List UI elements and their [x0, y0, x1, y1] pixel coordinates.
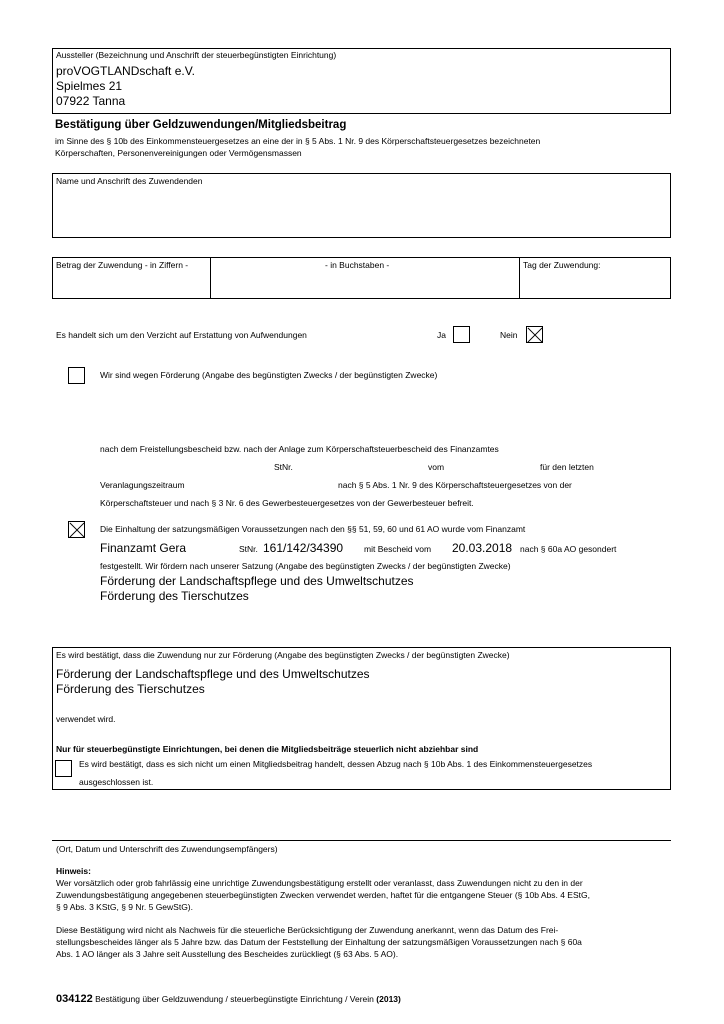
tax-office-name: Finanzamt Gera — [100, 541, 187, 555]
amount-digits-field[interactable] — [53, 272, 209, 298]
issuer-street: Spielmes 21 — [56, 79, 123, 93]
subtitle-line-1: im Sinne des § 10b des Einkommensteuergesetzes an eine der in § 5 Abs. 1 Nr. 9 des Körperschaftsteuergesetzes bezeichneten — [55, 136, 541, 146]
option1-line1: nach dem Freistellungsbescheid bzw. nach der Anlage zum Körperschaftsteuerbescheid des Finanzamtes — [100, 444, 499, 454]
option1-veranlagung-label: Veranlagungszeitraum — [100, 480, 185, 490]
amount-words-label: - in Buchstaben - — [325, 260, 390, 270]
note-p2-line-3: Abs. 1 AO länger als 3 Jahre seit Ausstellung des Bescheides zurückliegt (§ 63 Abs. 5 AO). — [56, 949, 399, 959]
amount-digits-label: Betrag der Zuwendung - in Ziffern - — [56, 260, 189, 270]
assessment-notice-checkbox[interactable] — [68, 521, 85, 538]
note-p1-line-1: Wer vorsätzlich oder grob fahrlässig eine unrichtige Zuwendungsbestätigung erstellt oder veranlasst, dass Zuwendungen nicht zu den in der — [56, 878, 583, 888]
issuer-name: proVOGTLANDschaft e.V. — [56, 64, 195, 78]
exemption-notice-checkbox[interactable] — [68, 367, 85, 384]
tax-number: 161/142/34390 — [263, 541, 344, 555]
confirmation-used: verwendet wird. — [56, 714, 116, 724]
waiver-yes-label: Ja — [437, 330, 446, 340]
document-title: Bestätigung über Geldzuwendungen/Mitgliedsbeitrag — [55, 119, 347, 131]
note-heading: Hinweis: — [56, 866, 91, 876]
membership-heading: Nur für steuerbegünstigte Einrichtungen, bei denen die Mitgliedsbeiträge steuerlich nicht abziehbar sind — [56, 744, 479, 754]
notice-date: 20.03.2018 — [452, 541, 513, 555]
waiver-yes-checkbox[interactable] — [453, 326, 470, 343]
donor-label: Name und Anschrift des Zuwendenden — [56, 176, 203, 186]
option2-purpose-2: Förderung des Tierschutzes — [100, 589, 249, 603]
option1-line4: Körperschaftsteuer und nach § 3 Nr. 6 des Gewerbesteuergesetzes von der Gewerbesteuer befreit. — [100, 498, 474, 508]
signature-line[interactable] — [52, 840, 671, 841]
option1-letzten-label: für den letzten — [540, 462, 594, 472]
membership-line-1: Es wird bestätigt, dass es sich nicht um einen Mitgliedsbeitrag handelt, dessen Abzug nach § 10b Abs. 1 des Einkommensteuergesetzes — [79, 759, 593, 769]
option1-line3: nach § 5 Abs. 1 Nr. 9 des Körperschaftsteuergesetzes von der — [338, 480, 572, 490]
subtitle-line-2: Körperschaften, Personenvereinigungen oder Vermögensmassen — [55, 148, 302, 158]
form-footer — [56, 993, 401, 1005]
option1-vom-label: vom — [428, 462, 445, 472]
option2-stnr-label: StNr. — [239, 544, 258, 554]
amount-words-field[interactable] — [211, 272, 518, 298]
note-p2-line-2: stellungsbescheides länger als 5 Jahre bzw. das Datum der Feststellung der Einhaltung der satzungsmäßigen Voraussetzungen nach § 60a — [56, 937, 582, 947]
note-p1-line-3: § 9 Abs. 3 KStG, § 9 Nr. 5 GewStG). — [56, 902, 194, 912]
option2-bescheid-label: mit Bescheid vom — [364, 544, 432, 554]
membership-checkbox[interactable] — [55, 760, 72, 777]
issuer-label: Aussteller (Bezeichnung und Anschrift der steuerbegünstigten Einrichtung) — [56, 50, 337, 60]
form-year: (2013) — [376, 994, 401, 1004]
confirmation-purpose-2: Förderung des Tierschutzes — [56, 682, 205, 696]
option1-text: Wir sind wegen Förderung (Angabe des begünstigten Zwecks / der begünstigten Zwecke) — [100, 370, 438, 380]
donation-date-label: Tag der Zuwendung: — [523, 260, 601, 270]
option2-line3: festgestellt. Wir fördern nach unserer Satzung (Angabe des begünstigten Zwecks / der begünstigten Zwecke) — [100, 561, 511, 571]
donation-date-field[interactable] — [520, 272, 670, 298]
option1-stnr-label: StNr. — [274, 462, 293, 472]
confirmation-purpose-1: Förderung der Landschaftspflege und des Umweltschutzes — [56, 667, 370, 681]
option2-purpose-1: Förderung der Landschaftspflege und des Umweltschutzes — [100, 574, 414, 588]
note-p1-line-2: Zuwendungsbestätigung angegebenen steuerbegünstigten Zwecken verwendet werden, haftet für die entgangene Steuer (§ 10b Abs. 4 EStG, — [56, 890, 590, 900]
issuer-city: 07922 Tanna — [56, 94, 126, 108]
confirmation-label: Es wird bestätigt, dass die Zuwendung nur zur Förderung (Angabe des begünstigten Zwecks / der begünstigten Zwecke) — [56, 650, 510, 660]
waiver-no-checkbox[interactable] — [526, 326, 543, 343]
form-code: 034122 — [56, 993, 93, 1005]
option2-suffix: nach § 60a AO gesondert — [520, 544, 617, 554]
waiver-no-label: Nein — [500, 330, 518, 340]
note-p2-line-1: Diese Bestätigung wird nicht als Nachweis für die steuerliche Berücksichtigung der Zuwendung anerkannt, wenn das Datum des Frei- — [56, 925, 559, 935]
membership-line-2: ausgeschlossen ist. — [79, 777, 154, 787]
option2-line1: Die Einhaltung der satzungsmäßigen Voraussetzungen nach den §§ 51, 59, 60 und 61 AO wurde vom Finanzamt — [100, 524, 526, 534]
signature-label: (Ort, Datum und Unterschrift des Zuwendungsempfängers) — [56, 844, 278, 854]
waiver-question: Es handelt sich um den Verzicht auf Erstattung von Aufwendungen — [56, 330, 307, 340]
form-description: Bestätigung über Geldzuwendung / steuerbegünstigte Einrichtung / Verein — [95, 994, 374, 1004]
